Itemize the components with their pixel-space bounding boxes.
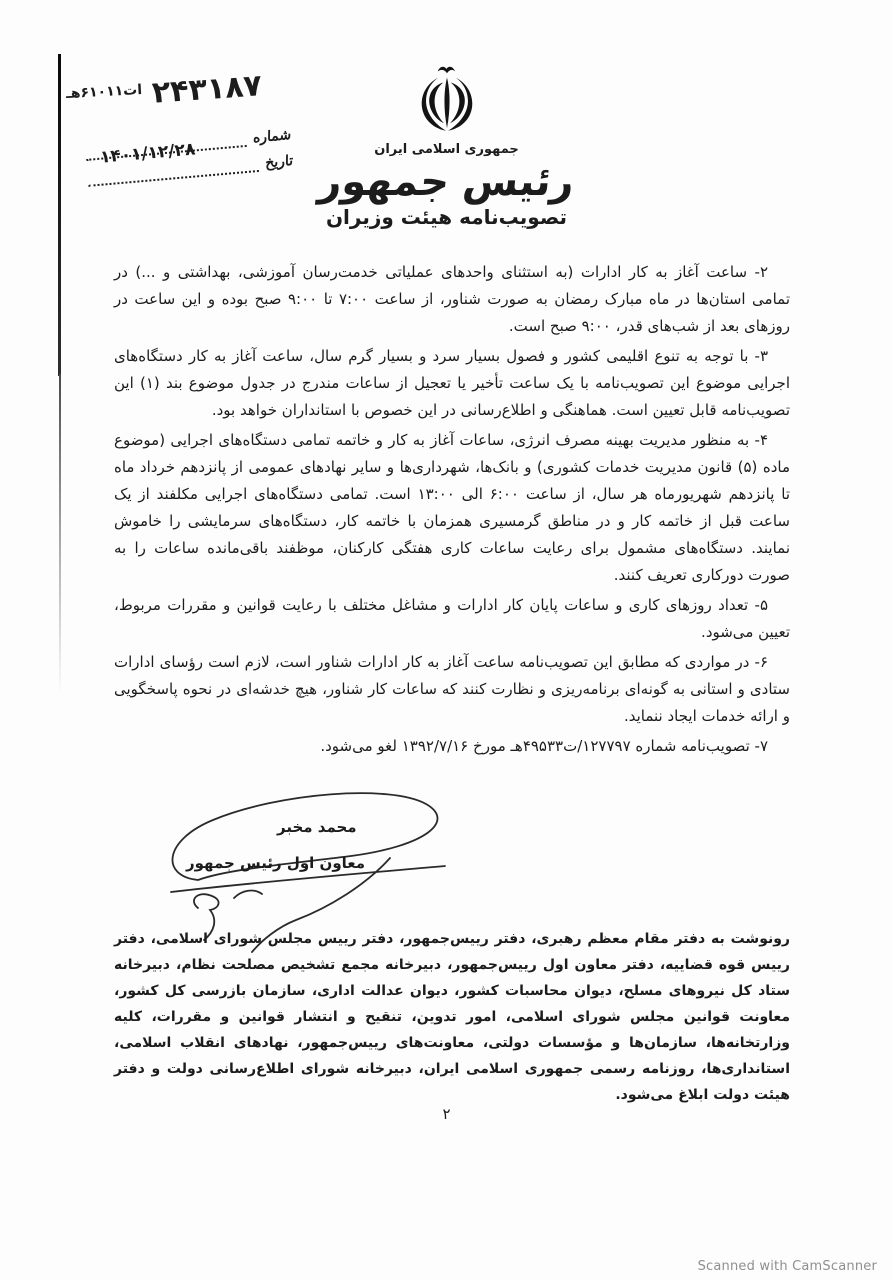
letterhead (0, 64, 893, 229)
office-title: رئیس جمهور (316, 159, 577, 205)
clause-5: ۵- تعداد روزهای کاری و ساعات پایان کار ادارات و مشاغل مختلف با رعایت قوانین و مقررات مربوط، تعیین می‌شود. (114, 596, 790, 641)
handwritten-ref-number: ۲۴۳۱۸۷ (150, 68, 263, 111)
signatory-name: محمد مخبر (277, 818, 357, 836)
clause-2: ۲- ساعت آغاز به کار ادارات (به استثنای واحدهای عملیاتی خدمت‌رسان آموزشی، بهداشتی و ...) در تمامی استان‌ها در ماه مبارک رمضان به صورت شناور، از ساعت ۷:۰۰ تا ۹:۰۰ صبح بوده و این ساعت در روزهای بعد از شب‌های قدر، ۹:۰۰ صبح است. (114, 263, 791, 335)
document-type-title: تصویب‌نامه هیئت وزیران (325, 205, 568, 229)
scan-edge-artifact-fade (59, 374, 61, 694)
distribution-list: رونوشت به دفتر مقام معظم رهبری، دفتر رییس‌جمهور، دفتر رییس مجلس شورای اسلامی، دفتر رییس قوه قضاییه، دفتر معاون اول رییس‌جمهور، دبیرخانه مجمع تشخیص مصلحت نظام، دبیرخانه ستاد کل نیروهای مسلح، دیوان محاسبات کشور، دیوان عدالت اداری، سازمان بازرسی کل کشور، معاونت قوانین مجلس شورای اسلامی، امور تدوین، تنقیح و انتشار قوانین و مقررات، کلیه وزارتخانه‌ها، سازمان‌ها و مؤسسات دولتی، معاونت‌های رییس‌جمهور، نهادهای انقلاب اسلامی، استانداری‌ها، روزنامه رسمی جمهوری اسلامی ایران، دبیرخانه شورای اطلاع‌رسانی دولت و دفتر هیئت دولت ابلاغ می‌شود. (114, 931, 790, 1103)
document-body (114, 259, 790, 763)
camscanner-watermark: Scanned with CamScanner (697, 1259, 877, 1274)
iran-emblem-icon (416, 64, 478, 138)
clause-3: ۳- با توجه به تنوع اقلیمی کشور و فصول بسیار سرد و بسیار گرم سال، ساعت آغاز به کار دستگاه‌های اجرایی موضوع این تصویب‌نامه با یک ساعت تأخیر یا تعجیل از ساعات مندرج در جدول موضوع بند (۱) این تصویب‌نامه قابل تعیین است. هماهنگی و اطلاع‌رسانی در این خصوص با استانداران خواهد بود. (114, 347, 790, 419)
clause-6: ۶- در مواردی که مطابق این تصویب‌نامه ساعت آغاز به کار ادارات شناور است، لازم است رؤسای ادارات ستادی و استانی به گونه‌ای برنامه‌ریزی و نظارت کنند که ساعات کار شناور، هیچ خدشه‌ای در نحوه پاسخگویی و ارائه خدمات ایجاد ننماید. (114, 653, 790, 725)
page-number: ۲ (442, 1105, 451, 1123)
clause-7: ۷- تصویب‌نامه شماره ۱۲۷۷۹۷/ت۴۹۵۳۳هـ مورخ ۱۳۹۲/۷/۱۶ لغو می‌شود. (320, 737, 768, 755)
stamp-number-label: شماره (250, 127, 292, 147)
signatory-title: معاون اول رئیس جمهور (186, 854, 366, 872)
stamp-date-label: تاریخ (262, 153, 294, 172)
country-name: جمهوری اسلامی ایران (374, 142, 519, 157)
handwritten-ref-suffix: ات۶۱۰۱۱هـ (65, 82, 143, 102)
clause-4: ۴- به منظور مدیریت بهینه مصرف انرژی، ساعات آغاز به کار و خاتمه تمامی دستگاه‌های اجرایی (موضوع ماده (۵) قانون مدیریت خدمات کشوری) و بانک‌ها، شهرداری‌ها و سایر نهادهای عمومی از پانزدهم خرداد ماه تا پانزدهم شهریورماه هر سال، از ساعت ۶:۰۰ الی ۱۳:۰۰ است. تمامی دستگاه‌های اجرایی مکلفند از یک ساعت قبل از خاتمه کار و در مناطق گرمسیری همزمان با خاتمه کار، دستگاه‌های سرمایشی را خاموش نمایند. دستگاه‌های مشمول برای رعایت ساعات کاری هفتگی کارکنان، موظفند باقی‌مانده ساعات را به صورت دورکاری تعریف کنند. (114, 431, 790, 584)
handwritten-date: ۱۴۰۱/۱۲/۲۸ (99, 139, 197, 168)
